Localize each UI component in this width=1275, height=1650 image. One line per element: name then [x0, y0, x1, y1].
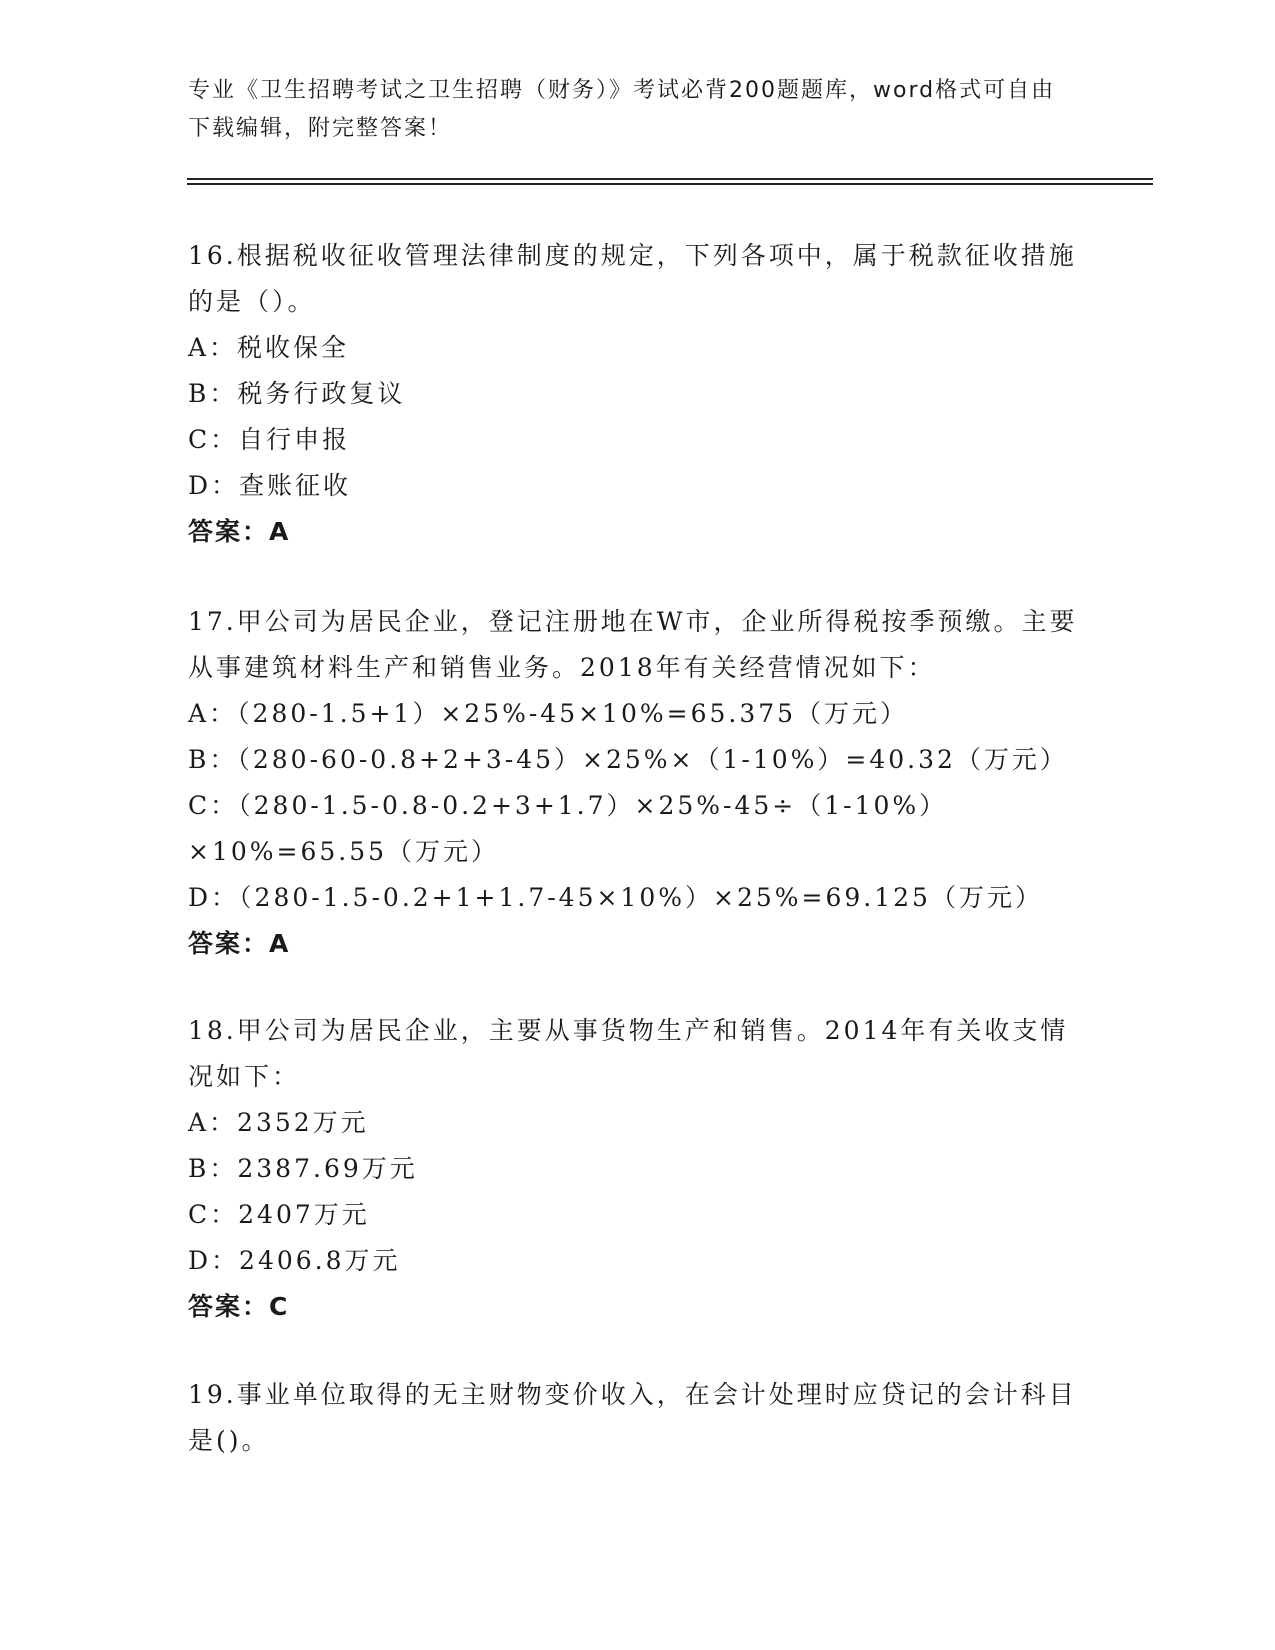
option-d: D：查账征收 [188, 471, 352, 500]
question-stem: 17.甲公司为居民企业，登记注册地在W市，企业所得税按季预缴。主要从事建筑材料生产和销售业务。2018年有关经营情况如下： [188, 607, 1078, 682]
question-17 [188, 599, 1088, 967]
question-stem: 16.根据税收征收管理法律制度的规定，下列各项中，属于税款征收措施的是（）。 [188, 241, 1077, 316]
answer-label: 答案：C [188, 1292, 290, 1321]
option-a: A：2352万元 [188, 1108, 369, 1137]
option-a: A：税收保全 [188, 333, 350, 362]
question-stem: 19.事业单位取得的无主财物变价收入，在会计处理时应贷记的会计科目是()。 [188, 1380, 1077, 1455]
option-d: D：2406.8万元 [188, 1246, 401, 1275]
option-c: C：（280-1.5-0.8-0.2+3+1.7）×25%-45÷（1-10%）×10%=65.55（万元） [188, 791, 948, 866]
option-a: A：（280-1.5+1）×25%-45×10%=65.375（万元） [188, 699, 909, 728]
option-c: C：自行申报 [188, 425, 351, 454]
option-d: D：（280-1.5-0.2+1+1.7-45×10%）×25%=69.125（万元） [188, 883, 1043, 912]
question-18 [188, 1008, 1088, 1330]
question-19 [188, 1372, 1088, 1464]
answer-label: 答案：A [188, 929, 291, 958]
option-b: B：（280-60-0.8+2+3-45）×25%×（1-10%）=40.32（万元） [188, 745, 1068, 774]
answer-label: 答案：A [188, 517, 291, 546]
option-c: C：2407万元 [188, 1200, 370, 1229]
question-16 [188, 233, 1088, 555]
option-b: B：税务行政复议 [188, 379, 406, 408]
document-header: 专业《卫生招聘考试之卫生招聘（财务）》考试必背200题题库，word格式可自由下载编辑，附完整答案！ [188, 78, 1056, 141]
header-rule-bottom [187, 183, 1153, 185]
header-rule-top [187, 178, 1153, 180]
question-stem: 18.甲公司为居民企业，主要从事货物生产和销售。2014年有关收支情况如下： [188, 1016, 1069, 1091]
option-b: B：2387.69万元 [188, 1154, 418, 1183]
